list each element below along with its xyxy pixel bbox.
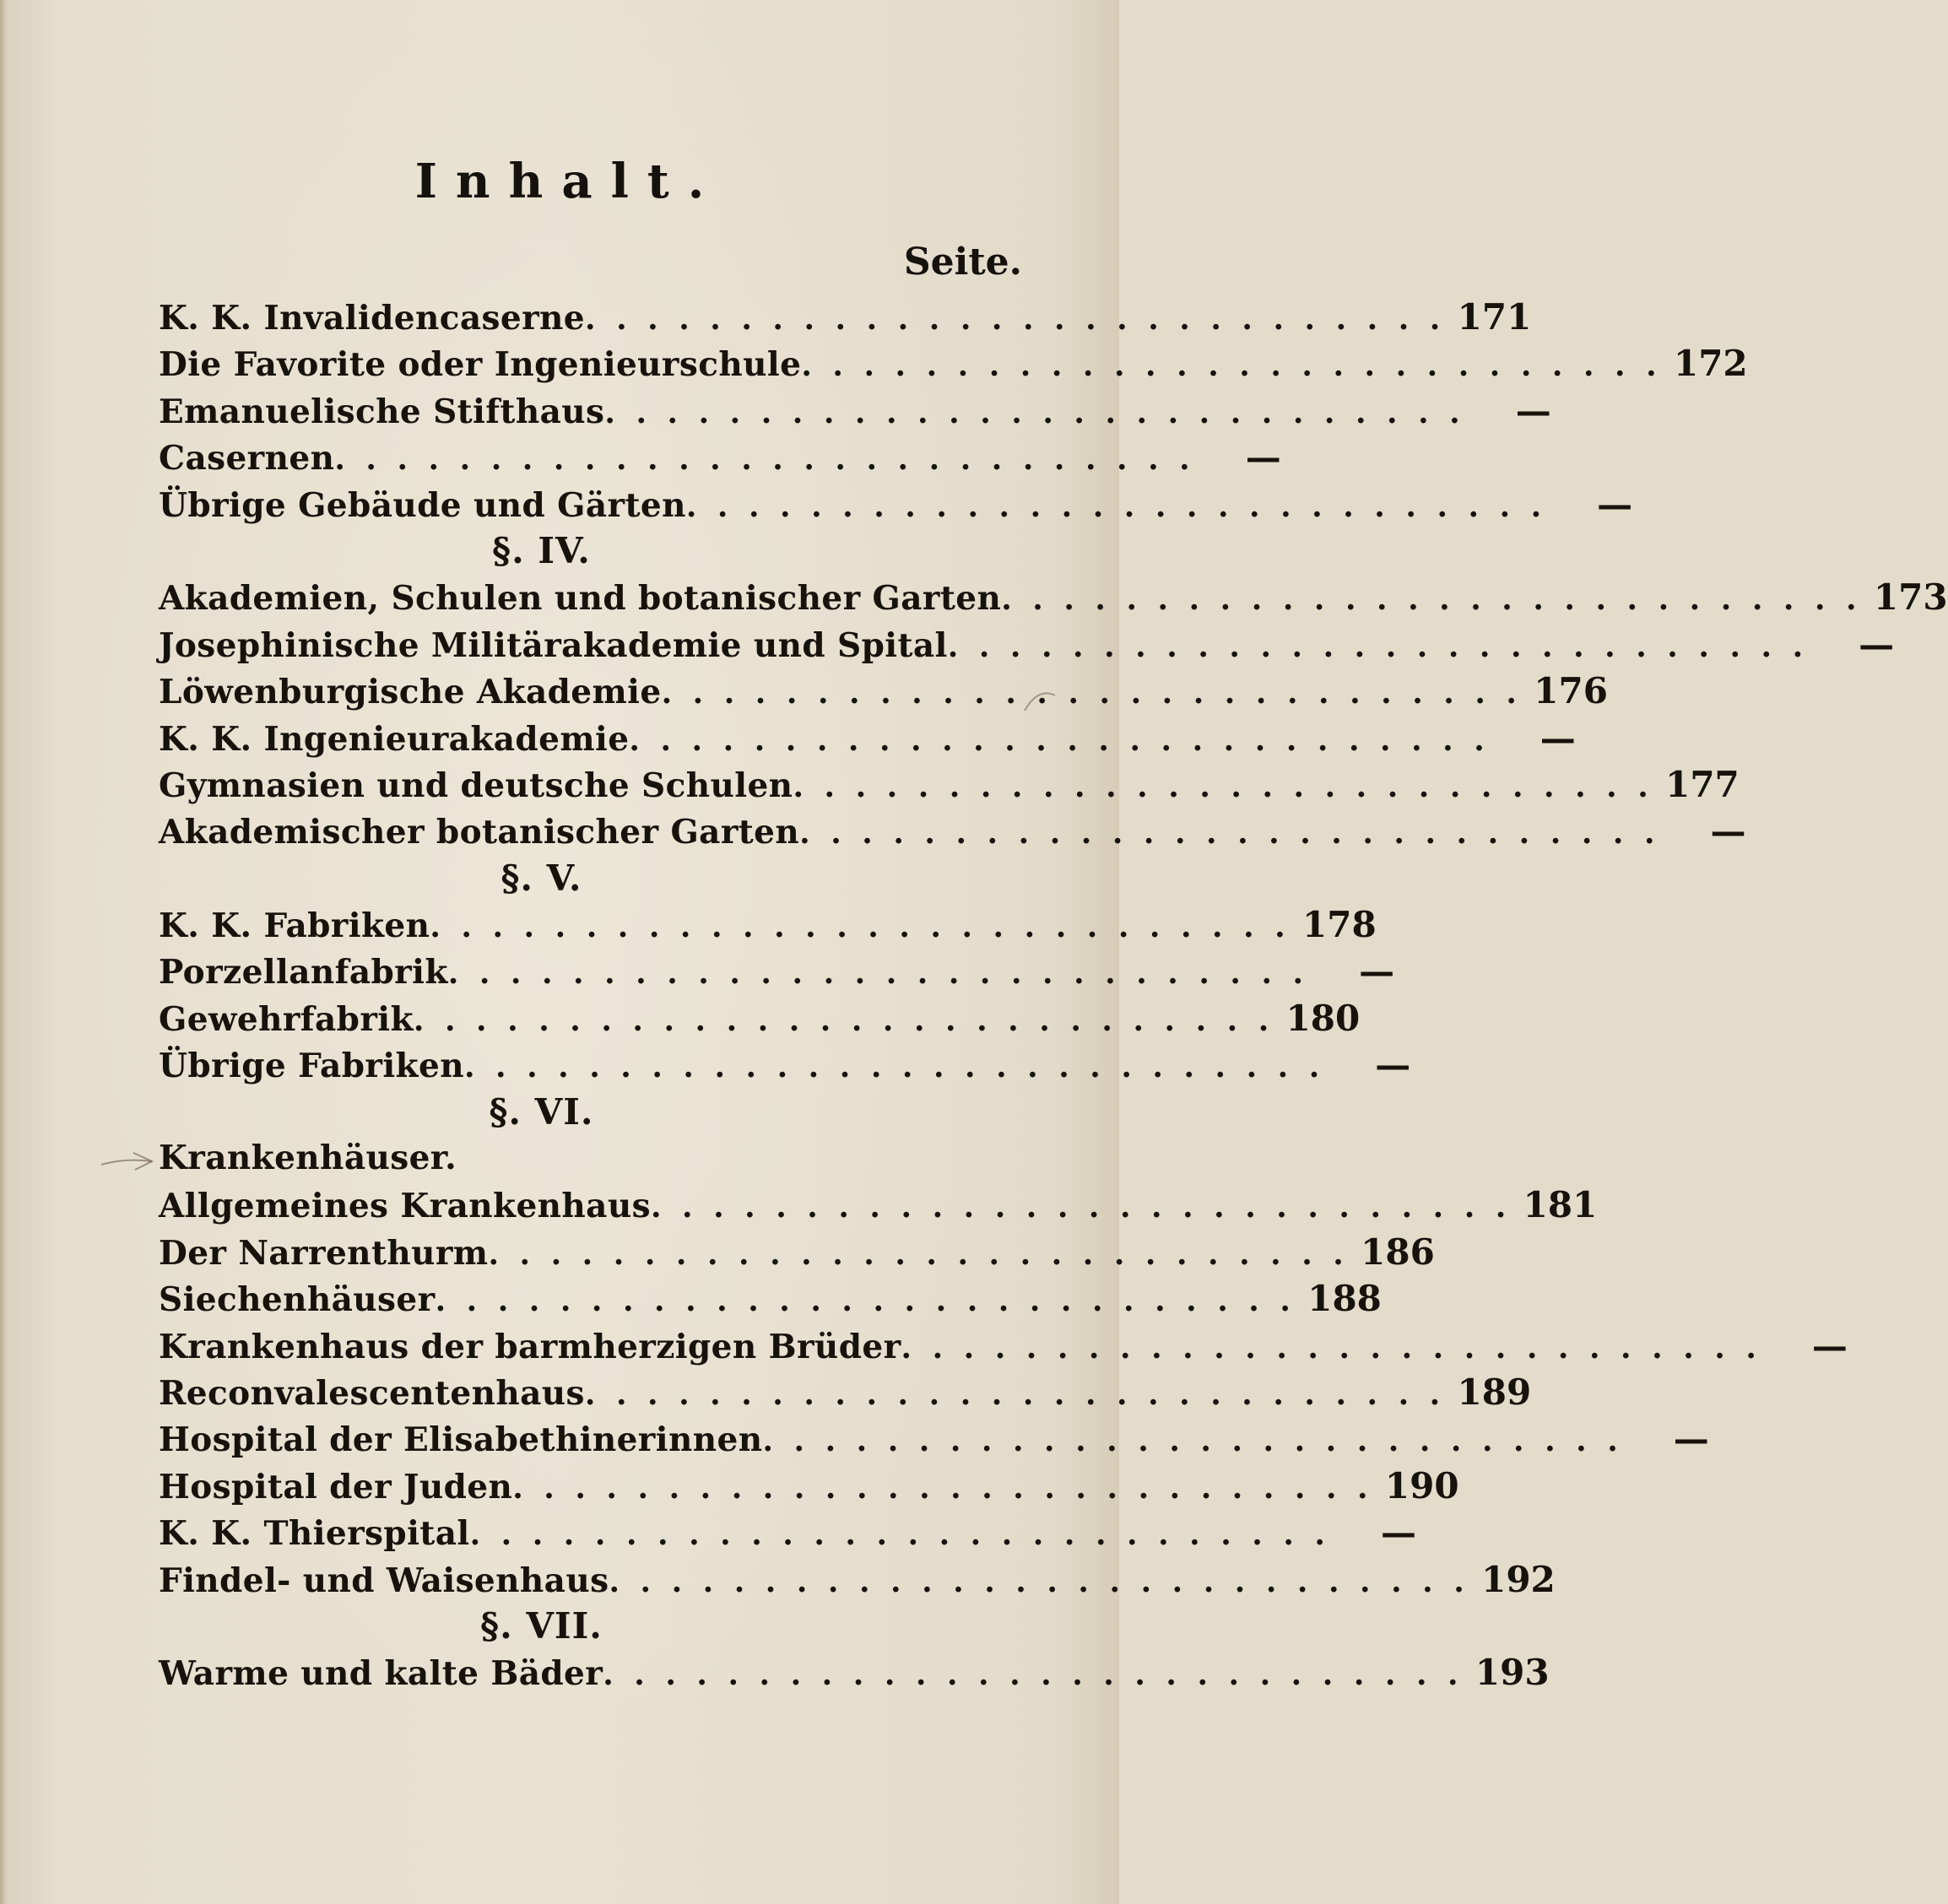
toc-entry [159,995,1361,1041]
toc-entry [159,294,1532,340]
dot-leader: . . . . . . . . . . . . . . . . . . . . . . . . . . . . [901,1329,1761,1366]
dot-leader: . . . . . . . . . . . . . . . . . . . . . . . . . . . . [947,628,1809,664]
toc-section-heading [159,855,1034,901]
entry-page-number: — [1710,810,1746,852]
toc-entry [159,574,1948,620]
entry-page-number: — [1245,436,1281,479]
entry-title: Warme und kalte Bäder [159,1654,603,1694]
dot-leader: . . . . . . . . . . . . . . . . . . . . . . . . . . . . [685,488,1547,524]
page-column-header: Seite. [903,241,1022,284]
pencil-arrow-mark [100,1146,159,1171]
toc-entry [159,1649,1550,1696]
toc-entry [159,761,1740,808]
entry-title: Übrige Gebäude und Gärten [159,485,686,525]
entry-page-number: 173 [1873,576,1948,619]
toc-entry [159,1041,1411,1088]
section-label: §. V. [501,857,582,899]
entry-title: K. K. Thierspital [159,1514,470,1554]
dot-leader: . . . . . . . . . . . . . . . . . . . . . . . . . . . . [661,675,1522,711]
entry-page-number: — [1539,717,1576,759]
entry-page-number: — [1359,950,1395,993]
dot-leader: . . . . . . . . . . . . . . . . . . . . . . . . . . . . [430,909,1291,945]
dot-leader: . . . . . . . . . . . . . . . . . . . . . . . . . . . . [488,1236,1349,1272]
toc-entry [159,387,1551,434]
entry-page-number: 178 [1302,904,1377,946]
toc-entry [159,340,1748,387]
dot-leader: . . . . . . . . . . . . . . . . . . . . . . . . . . . . [435,1283,1296,1319]
dot-leader: . . . . . . . . . . . . . . . . . . . . . . . . . . . . [585,301,1446,337]
toc-entry [159,1275,1382,1322]
entry-page-number: 186 [1361,1231,1435,1273]
entry-title: K. K. Fabriken [159,906,430,946]
entry-title: Hospital der Juden [159,1467,513,1506]
entry-title: Der Narrenthurm [159,1233,489,1273]
toc-entry [159,481,1633,527]
toc-entry [159,434,1281,480]
toc-entry [159,1415,1709,1462]
toc-section-heading [159,1603,1034,1649]
entry-page-number: 180 [1285,997,1361,1039]
dot-leader: . . . . . . . . . . . . . . . . . . . . . . . . . . . . [762,1423,1623,1459]
dot-leader: . . . . . . . . . . . . . . . . . . . . . . . . . . . . [584,1376,1446,1412]
entry-page-number: 177 [1665,763,1740,805]
section-label: §. VII. [480,1604,603,1647]
toc-entry [159,808,1746,854]
section-label: §. VI. [489,1090,594,1133]
entry-title: Hospital der Elisabethinerinnen [159,1420,763,1460]
dot-leader: . . . . . . . . . . . . . . . . . . . . . . . . . . . . [413,1002,1274,1038]
toc-entry [159,1556,1556,1603]
dot-leader: . . . . . . . . . . . . . . . . . . . . . . . . . . . . [799,815,1660,852]
entry-title: Findel- und Waisenhaus [159,1561,609,1600]
entry-title: Übrige Fabriken [159,1047,464,1086]
table-of-contents [159,294,1948,1696]
entry-page-number: 190 [1384,1464,1459,1506]
entry-title: Gewehrfabrik [159,999,414,1039]
toc-entry [159,1463,1459,1509]
dot-leader: . . . . . . . . . . . . . . . . . . . . . . . . . . . . [603,1657,1464,1693]
entry-title: Die Favorite oder Ingenieurschule [159,345,802,385]
entry-title: K. K. Invalidencaserne [159,299,586,338]
toc-entry [159,901,1377,948]
dot-leader: . . . . . . . . . . . . . . . . . . . . . . . . . . . . [604,394,1465,430]
entry-page-number: — [1597,483,1633,525]
entry-page-number: — [1375,1044,1411,1086]
page-gutter-shadow [0,0,7,1904]
entry-title: Reconvalescentenhaus [159,1373,585,1413]
dot-leader: . . . . . . . . . . . . . . . . . . . . . . . . . . . . [334,441,1195,478]
entry-title: Akademien, Schulen und botanischer Garten [159,579,1002,619]
entry-title: Krankenhäuser. [159,1139,457,1178]
toc-entry [159,948,1395,994]
toc-entry [159,1229,1435,1275]
entry-page-number: 181 [1523,1184,1598,1226]
entry-title: Akademischer botanischer Garten [159,813,800,852]
dot-leader: . . . . . . . . . . . . . . . . . . . . . . . . . . . . [512,1469,1373,1506]
toc-entry [159,1323,1848,1369]
toc-entry [159,1509,1416,1555]
dot-leader: . . . . . . . . . . . . . . . . . . . . . . . . . . . . [469,1517,1330,1553]
entry-title: Emanuelische Stifthaus [159,392,605,431]
entry-title: Allgemeines Krankenhaus [159,1187,651,1226]
dot-leader: . . . . . . . . . . . . . . . . . . . . . . . . . . . . [650,1189,1512,1225]
entry-title: Löwenburgische Akademie [159,673,662,712]
entry-page-number: — [1380,1512,1416,1554]
toc-entry [159,1135,1034,1182]
section-label: §. IV. [492,529,591,571]
dot-leader: . . . . . . . . . . . . . . . . . . . . . . . . . . . . [447,955,1309,992]
entry-page-number: — [1811,1324,1848,1366]
entry-title: Krankenhaus der barmherzigen Brüder [159,1327,901,1366]
toc-entry [159,715,1576,761]
entry-title: Gymnasien und deutsche Schulen [159,765,793,805]
entry-title: Casernen [159,439,335,479]
dot-leader: . . . . . . . . . . . . . . . . . . . . . . . . . . . . [609,1563,1469,1599]
entry-page-number: 171 [1457,296,1532,338]
toc-entry [159,1182,1598,1228]
toc-section-heading [159,1089,1034,1135]
entry-title: Josephinische Militärakademie und Spital [159,625,948,665]
entry-page-number: — [1515,389,1551,431]
entry-title: Siechenhäuser [159,1280,436,1320]
entry-page-number: 176 [1534,670,1608,712]
dot-leader: . . . . . . . . . . . . . . . . . . . . . . . . . . . . [801,348,1662,384]
entry-title: K. K. Ingenieurakademie [159,719,630,759]
toc-entry [159,621,1895,668]
entry-page-number: 193 [1475,1652,1550,1694]
dot-leader: . . . . . . . . . . . . . . . . . . . . . . . . . . . . [629,722,1490,758]
dot-leader: . . . . . . . . . . . . . . . . . . . . . . . . . . . . [463,1049,1325,1085]
page-title: Inhalt. [414,154,723,209]
entry-page-number: — [1673,1418,1709,1460]
entry-page-number: 188 [1307,1278,1382,1320]
entry-page-number: 172 [1673,343,1748,385]
entry-title: Porzellanfabrik [159,953,448,993]
dot-leader: . . . . . . . . . . . . . . . . . . . . . . . . . . . . [1001,581,1862,618]
toc-section-heading [159,527,1034,574]
entry-page-number: — [1859,623,1895,665]
toc-entry [159,668,1608,714]
toc-entry [159,1369,1532,1415]
dot-leader: . . . . . . . . . . . . . . . . . . . . . . . . . . . . [793,768,1653,804]
entry-page-number: 189 [1457,1371,1532,1413]
entry-page-number: 192 [1481,1558,1556,1600]
